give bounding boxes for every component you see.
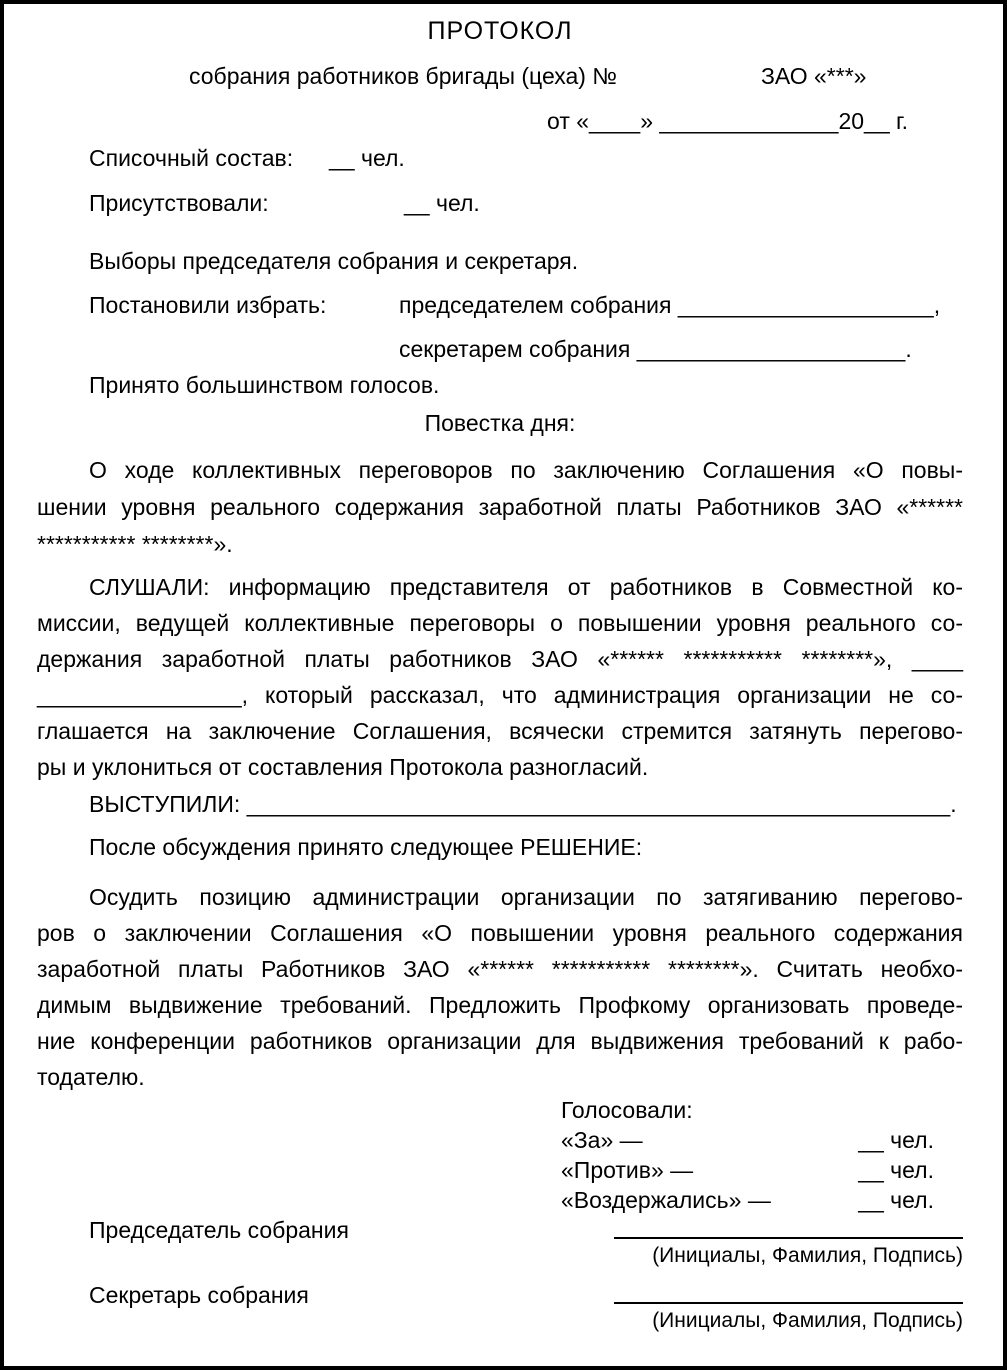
decision-line: димым выдвижение требований. Предложить Профкому организовать проведе- xyxy=(37,992,963,1018)
vote-value: __ чел. xyxy=(858,1127,934,1153)
heard-line: ры и уклониться от составления Протокола разногласий. xyxy=(37,754,649,780)
decision-line: ние конференции работников организации для выдвижения требований к рабо- xyxy=(37,1028,963,1054)
vote-label: «Против» — xyxy=(561,1157,694,1183)
secretary-blank-line: секретарем собрания _____________________. xyxy=(399,336,912,362)
decision-paragraph xyxy=(37,879,963,1095)
agenda-line: *********** ********». xyxy=(37,531,233,557)
decision-line: заработной платы Работников ЗАО «****** *********** ********». Считать необхо- xyxy=(37,956,963,982)
vote-label: «Воздержались» — xyxy=(561,1187,771,1213)
agenda-line: шении уровня реального содержания заработной платы Работников ЗАО «****** xyxy=(37,494,963,520)
heard-line: ________________, который рассказал, что администрация организации не со- xyxy=(37,682,963,708)
vote-label: «За» — xyxy=(561,1127,643,1153)
chairman-signature-row xyxy=(37,1217,963,1268)
decision-line: тодателю. xyxy=(37,1064,145,1090)
secretary-signature-field xyxy=(614,1282,963,1333)
signature-caption: (Инициалы, Фамилия, Подпись) xyxy=(652,1309,963,1332)
document-title: ПРОТОКОЛ xyxy=(427,17,573,45)
spoke-blank-line: _______________________________________________________. xyxy=(246,791,957,817)
elections-line: Выборы председателя собрания и секретаря. xyxy=(89,248,579,274)
heard-paragraph xyxy=(37,569,963,785)
vote-value: __ чел. xyxy=(858,1157,934,1183)
decision-line: ров о заключении Соглашения «О повышении уровня реального содержания xyxy=(37,920,963,946)
decision-intro-line: После обсуждения принято следующее РЕШЕНИЕ: xyxy=(89,834,643,860)
secretary-signature-row xyxy=(37,1282,963,1333)
secretary-signature-label: Секретарь собрания xyxy=(89,1282,309,1308)
signature-blank-line xyxy=(614,1217,963,1239)
resolved-label: Постановили избрать: xyxy=(89,292,327,318)
voting-block xyxy=(561,1095,963,1215)
decision-line: Осудить позицию администрации организации по затягиванию перегово- xyxy=(89,884,963,910)
heard-line: СЛУШАЛИ: информацию представителя от работников в Совместной ко- xyxy=(89,574,963,600)
chairman-signature-field xyxy=(614,1217,963,1268)
agenda-paragraph xyxy=(37,452,963,563)
vote-value: __ чел. xyxy=(858,1187,934,1213)
agenda-heading: Повестка дня: xyxy=(424,410,576,436)
signature-blank-line xyxy=(614,1282,963,1304)
agenda-line: О ходе коллективных переговоров по заключению Соглашения «О повы- xyxy=(89,457,963,483)
present-label: Присутствовали: xyxy=(89,190,269,216)
date-line: от «____» ______________20__ г. xyxy=(547,108,908,134)
resolved-block xyxy=(37,292,963,362)
present-value: __ чел. xyxy=(404,190,480,216)
spoke-label: ВЫСТУПИЛИ: xyxy=(89,791,241,817)
vote-row-against xyxy=(561,1155,934,1185)
heard-line: миссии, ведущей коллективные переговоры о повышении уровня реального со- xyxy=(37,610,963,636)
heard-line: держания заработной платы работников ЗАО «****** *********** ********», ____ xyxy=(37,646,963,672)
heard-line: глашается на заключение Соглашения, всячески стремится затянуть перегово- xyxy=(37,718,963,744)
subtitle-text: собрания работников бригады (цеха) № xyxy=(189,63,617,89)
organization-name: ЗАО «***» xyxy=(761,63,867,89)
headcount-label: Списочный состав: xyxy=(89,145,294,171)
headcount-value: __ чел. xyxy=(329,145,405,171)
headcount-row xyxy=(89,145,963,171)
signature-caption: (Инициалы, Фамилия, Подпись) xyxy=(652,1244,963,1267)
voting-heading: Голосовали: xyxy=(561,1097,693,1123)
spoke-row xyxy=(89,791,963,818)
vote-row-for xyxy=(561,1125,934,1155)
chairman-signature-label: Председатель собрания xyxy=(89,1217,349,1243)
vote-row-abstained xyxy=(561,1185,934,1215)
present-row xyxy=(89,190,963,216)
chairman-blank-line: председателем собрания ____________________, xyxy=(399,292,941,318)
document-subtitle-row xyxy=(37,62,963,90)
majority-line: Принято большинством голосов. xyxy=(89,372,440,398)
resolved-choices xyxy=(399,292,940,362)
